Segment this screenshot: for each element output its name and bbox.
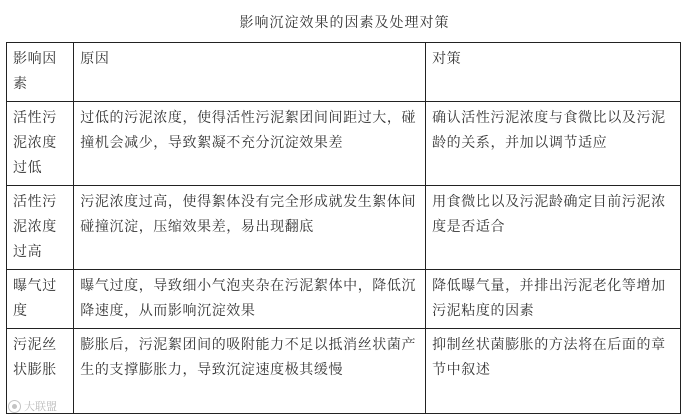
table-row	[7, 186, 681, 270]
table-header-row	[7, 43, 681, 102]
watermark-text: 大联盟	[24, 400, 57, 413]
table-row	[7, 270, 681, 329]
header-cause: 原因	[74, 43, 426, 102]
factors-table	[6, 42, 681, 414]
factor-cell: 污泥丝状膨胀	[7, 329, 74, 414]
table-caption: 影响沉淀效果的因素及处理对策	[239, 15, 450, 31]
table-row	[7, 329, 681, 414]
cause-cell: 污泥浓度过高，使得絮体没有完全形成就发生絮体间碰撞沉淀，压缩效果差，易出现翻底	[74, 186, 426, 270]
cause-cell: 曝气过度，导致细小气泡夹杂在污泥絮体中，降低沉降速度，从而影响沉淀效果	[74, 270, 426, 329]
header-measure: 对策	[426, 43, 681, 102]
header-factor: 影响因素	[7, 43, 74, 102]
factor-cell: 曝气过度	[7, 270, 74, 329]
factor-cell: 活性污泥浓度过高	[7, 186, 74, 270]
cause-cell: 膨胀后，污泥絮团间的吸附能力不足以抵消丝状菌产生的支撑膨胀力，导致沉淀速度极其缓慢	[74, 329, 426, 414]
measure-cell: 确认活性污泥浓度与食微比以及污泥龄的关系，并加以调节适应	[426, 102, 681, 186]
measure-cell: 抑制丝状菌膨胀的方法将在后面的章节中叙述	[426, 329, 681, 414]
table-row	[7, 102, 681, 186]
cause-cell: 过低的污泥浓度，使得活性污泥絮团间间距过大，碰撞机会减少，导致絮凝不充分沉淀效果差	[74, 102, 426, 186]
factor-cell: 活性污泥浓度过低	[7, 102, 74, 186]
measure-cell: 降低曝气量，并排出污泥老化等增加污泥粘度的因素	[426, 270, 681, 329]
measure-cell: 用食微比以及污泥龄确定目前污泥浓度是否适合	[426, 186, 681, 270]
logo-icon	[8, 400, 21, 413]
watermark	[8, 398, 57, 414]
